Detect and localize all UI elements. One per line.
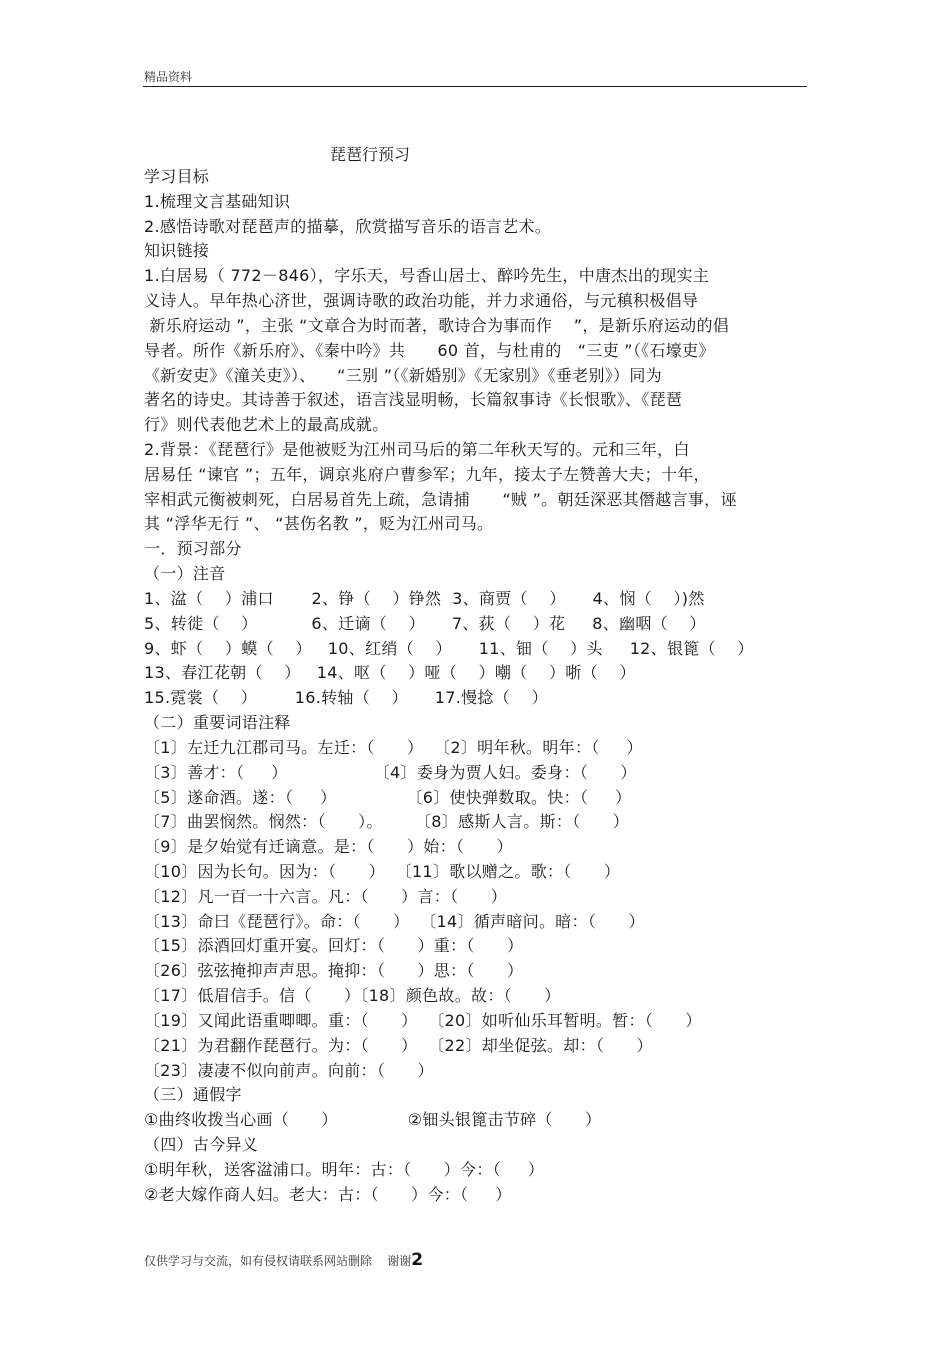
header-divider [143, 86, 807, 87]
page-number: 2 [411, 1250, 424, 1270]
body-line: 〔9〕是夕始觉有迁谪意。是：（ ）始：（ ） [144, 837, 513, 857]
body-line: 〔12〕凡一百一十六言。凡：（ ）言：（ ） [144, 886, 507, 906]
body-line: 新乐府运动 ”，主张 “文章合为时而著，歌诗合为事而作 ”，是新乐府运动的倡 [144, 315, 730, 335]
footer-note: 仅供学习与交流，如有侵权请联系网站删除 谢谢 [144, 1254, 412, 1268]
body-line: 〔15〕添酒回灯重开宴。回灯：（ ）重：（ ） [144, 936, 524, 956]
body-line: 9、虾（ ）蟆（ ） 10、红绡（ ） 11、钿（ ）头 12、银篦（ ） [144, 638, 754, 658]
body-line: 〔26〕弦弦掩抑声声思。掩抑：（ ）思：（ ） [144, 961, 524, 981]
body-line: （三）通假字 [144, 1085, 242, 1105]
body-line: 〔7〕曲罢悯然。悯然：（ ）。 〔8〕感斯人言。斯：（ ） [144, 812, 630, 832]
footer [144, 1250, 423, 1270]
body-line: 2.感悟诗歌对琵琶声的描摹，欣赏描写音乐的语言艺术。 [144, 216, 552, 236]
body-line: 2.背景：《琵琶行》是他被贬为江州司马后的第二年秋天写的。元和三年，白 [144, 440, 690, 460]
body-line: 5、转徙（ ） 6、迁谪（ ） 7、荻（ ）花 8、幽咽（ ） [144, 613, 706, 633]
body-line: 1.梳理文言基础知识 [144, 191, 291, 211]
body-line: 〔23〕凄凄不似向前声。向前：（ ） [144, 1060, 434, 1080]
body-line: 知识链接 [144, 241, 210, 261]
body-line: 一．预习部分 [144, 539, 242, 559]
body-line: 义诗人。早年热心济世，强调诗歌的政治功能，并力求通俗，与元稹积极倡导 [144, 291, 699, 311]
body-line: 导者。所作《新乐府》、《秦中吟》共 60 首，与杜甫的 “三吏 ”（《石壕吏》 [144, 340, 715, 360]
body-line: 〔10〕因为长句。因为：（ ） 〔11〕歌以赠之。歌：（ ） [144, 861, 621, 881]
body-line: 学习目标 [144, 167, 210, 186]
body-line: （一）注音 [144, 564, 226, 584]
body-line: （二）重要词语注释 [144, 713, 291, 733]
body-line: 1、湓（ ）浦口 2、铮（ ）铮然 3、商贾（ ） 4、悯（ ）)然 [144, 588, 705, 608]
body-line: 《新安吏》《潼关吏》）、 “三别 ”（《新婚别》《无家别》《垂老别》）同为 [144, 365, 663, 385]
body-line: 〔13〕命曰《琵琶行》。命：（ ） 〔14〕循声暗问。暗：（ ） [144, 911, 645, 931]
body-line: 1.白居易（ 772－846），字乐天，号香山居士、醉吟先生，中唐杰出的现实主 [144, 266, 710, 286]
body-line: ①曲终收拨当心画（ ） ②钿头银篦击节碎（ ） [144, 1110, 602, 1130]
body-line: 行》则代表他艺术上的最高成就。 [144, 415, 389, 435]
body-line: 〔19〕又闻此语重唧唧。重：（ ） 〔20〕如听仙乐耳暂明。暂：（ ） [144, 1010, 702, 1030]
body-line: （四）古今异义 [144, 1134, 259, 1154]
body-line: 〔1〕左迁九江郡司马。左迁：（ ） 〔2〕明年秋。明年：（ ） [144, 737, 643, 757]
body-line: 〔17〕低眉信手。信（ ）〔18〕颜色故。故：（ ） [144, 986, 561, 1006]
body-line: ①明年秋，送客湓浦口。明年：古：（ ）今：（ ） [144, 1159, 545, 1179]
body-line: 居易任 “谏官 ”；五年，调京兆府户曹参军；九年，接太子左赞善大夫；十年， [144, 464, 710, 484]
body-line: 13、春江花朝（ ） 14、呕（ ）哑（ ）嘲（ ）哳（ ） [144, 663, 636, 683]
body-line: 〔5〕遂命酒。遂：（ ） 〔6〕使快弹数取。快：（ ） [144, 787, 632, 807]
body-line: 宰相武元衡被刺死，白居易首先上疏，急请捕 “贼 ”。朝廷深恶其僭越言事，诬 [144, 489, 737, 509]
header-label: 精品资料 [144, 70, 193, 84]
body-line: 其 “浮华无行 ”、 “甚伤名教 ”，贬为江州司马。 [144, 514, 494, 534]
body-line: 〔21〕为君翻作琵琶行。为：（ ） 〔22〕却坐促弦。却：（ ） [144, 1035, 653, 1055]
body-line: 〔3〕善才：（ ） 〔4〕委身为贾人妇。委身：（ ） [144, 762, 637, 782]
body-line: 著名的诗史。其诗善于叙述，语言浅显明畅，长篇叙事诗《长恨歌》、《琵琶 [144, 390, 683, 410]
body-line: 15.霓裳（ ） 16.转轴（ ） 17.慢捻（ ） [144, 688, 548, 708]
body-line: ②老大嫁作商人妇。老大：古：（ ）今：（ ） [144, 1184, 512, 1204]
document-title: 琵琶行预习 [330, 145, 411, 164]
